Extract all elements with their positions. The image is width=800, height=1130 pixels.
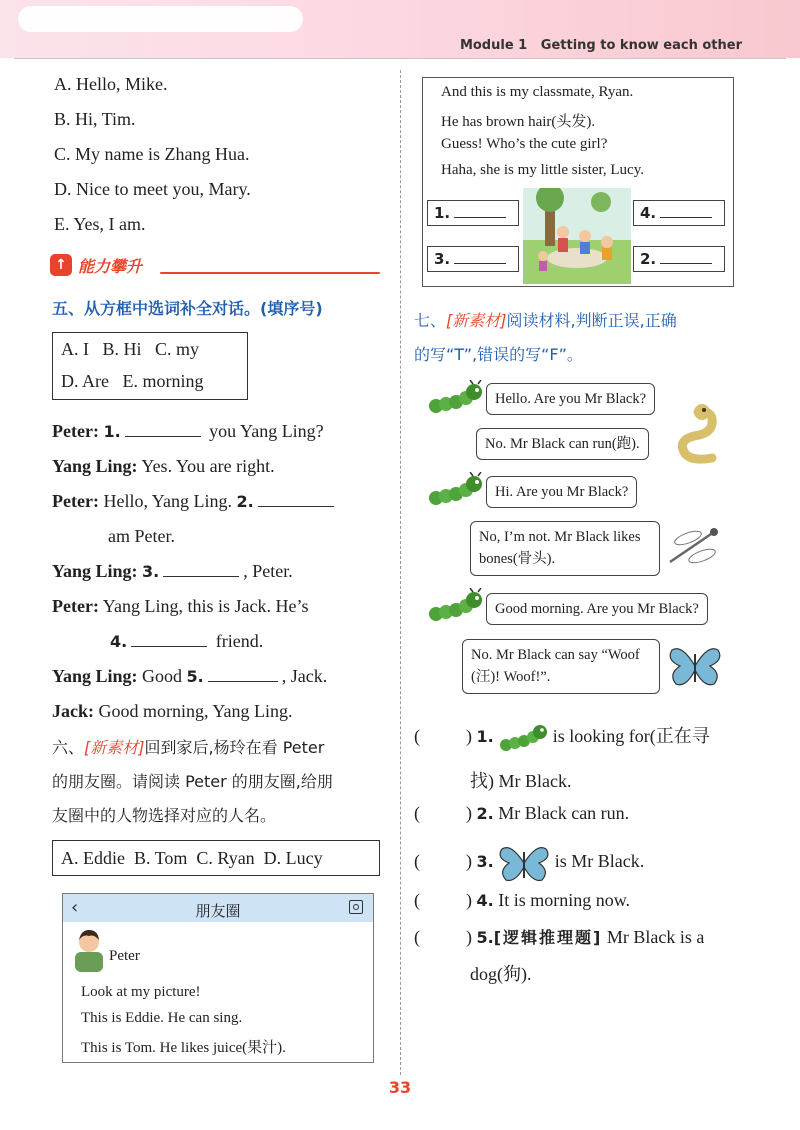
bubble-5: Good morning. Are you Mr Black?: [486, 593, 708, 625]
section5-word-box: [52, 332, 248, 400]
moments-line-1: Look at my picture!: [81, 984, 201, 1000]
ability-banner: [50, 253, 380, 279]
blank-5[interactable]: [208, 681, 278, 682]
tf-item-4: ( ) 4. It is morning now.: [414, 890, 631, 910]
dialog-line-2: Yang Ling: Yes. You are right.: [52, 456, 275, 476]
caterpillar-icon: [498, 723, 548, 753]
section7-line-1: 七、[新素材]阅读材料,判断正误,正确: [414, 311, 677, 330]
option-b: B. Hi, Tim.: [54, 109, 136, 129]
names-box: [52, 840, 380, 876]
dialog-line-6: Peter: Yang Ling, this is Jack. He’s: [52, 596, 309, 616]
moments-line-3: This is Tom. He likes juice(果汁).: [81, 1040, 286, 1056]
story-line-1: And this is my classmate, Ryan.: [441, 84, 634, 100]
label-box-3[interactable]: 3.: [427, 246, 519, 272]
moments-title: 朋友圈: [195, 902, 241, 920]
caterpillar-icon: [428, 472, 484, 508]
label-box-2[interactable]: 2.: [633, 246, 725, 272]
module-heading: Module 1 Getting to know each other: [459, 38, 742, 53]
picnic-illustration: [523, 188, 631, 284]
dialog-line-8: Yang Ling: Good 5. , Jack.: [52, 666, 328, 686]
blank-4[interactable]: [131, 646, 207, 647]
bubble-6-line-2: (汪)! Woof!”.: [471, 669, 551, 686]
snake-icon: [668, 404, 732, 468]
dialog-line-7: 4. friend.: [110, 631, 264, 651]
banner-underline: [160, 272, 380, 274]
dialog-line-9: Jack: Good morning, Yang Ling.: [52, 701, 293, 721]
bubble-6: [462, 639, 660, 694]
dialog-line-3: Peter: Hello, Yang Ling. 2.: [52, 491, 338, 512]
label-box-1[interactable]: 1.: [427, 200, 519, 226]
bubble-2: No. Mr Black can run(跑).: [476, 428, 649, 460]
dialog-line-1: Peter: 1. you Yang Ling?: [52, 421, 324, 441]
word-row-1: A. I B. Hi C. my: [61, 339, 200, 359]
story-line-4: Haha, she is my little sister, Lucy.: [441, 162, 644, 178]
tf-item-3: ( ) 3. is Mr Black.: [414, 843, 644, 883]
option-d: D. Nice to meet you, Mary.: [54, 179, 251, 199]
option-c: C. My name is Zhang Hua.: [54, 144, 250, 164]
tf-item-1-cont: 找) Mr Black.: [470, 771, 572, 791]
bubble-3: Hi. Are you Mr Black?: [486, 476, 637, 508]
tf-item-2: ( ) 2. Mr Black can run.: [414, 803, 630, 823]
tf-item-1: ( ) 1. is looking for(正在寻: [414, 722, 710, 753]
dragonfly-icon: [664, 524, 722, 568]
option-e: E. Yes, I am.: [54, 214, 146, 234]
section6-line-1: 六、[新素材]回到家后,杨玲在看 Peter: [52, 738, 325, 757]
back-icon[interactable]: ‹: [71, 897, 79, 918]
dialog-line-5: Yang Ling: 3. , Peter.: [52, 561, 293, 581]
bubble-4-line-2: bones(骨头).: [479, 551, 556, 568]
dialog-line-4: am Peter.: [108, 526, 175, 546]
page-number: 33: [388, 1078, 412, 1097]
word-row-2: D. Are E. morning: [61, 371, 204, 391]
butterfly-icon: [668, 644, 722, 688]
caterpillar-icon: [428, 380, 484, 416]
header-pill-decoration: [18, 6, 303, 32]
caterpillar-icon: [428, 588, 484, 624]
rocket-icon: ↑: [50, 254, 72, 276]
moments-card: [62, 893, 374, 1063]
section7-line-2: 的写“T”,错误的写“F”。: [414, 345, 583, 364]
section6-line-2: 的朋友圈。请阅读 Peter 的朋友圈,给朋: [52, 772, 333, 791]
blank-1[interactable]: [125, 436, 201, 437]
bubble-1: Hello. Are you Mr Black?: [486, 383, 655, 415]
option-a: A. Hello, Mike.: [54, 74, 168, 94]
bubble-4-line-1: No, I’m not. Mr Black likes: [479, 529, 641, 545]
bubble-6-line-1: No. Mr Black can say “Woof: [471, 647, 640, 663]
avatar: [69, 924, 109, 972]
story-line-2: He has brown hair(头发).: [441, 114, 596, 130]
names-list: A. Eddie B. Tom C. Ryan D. Lucy: [61, 848, 323, 868]
story-line-3: Guess! Who’s the cute girl?: [441, 136, 608, 152]
column-divider: [400, 70, 401, 1075]
section5-title: 五、从方框中选词补全对话。(填序号): [52, 299, 323, 318]
bubble-4: [470, 521, 660, 576]
blank-3[interactable]: [163, 576, 239, 577]
blank-2[interactable]: [258, 506, 334, 507]
moments-user: Peter: [109, 948, 140, 964]
camera-icon[interactable]: [349, 900, 363, 914]
label-box-4[interactable]: 4.: [633, 200, 725, 226]
section6-line-3: 友圈中的人物选择对应的人名。: [52, 806, 277, 825]
banner-title: 能力攀升: [78, 257, 143, 276]
story-card: [422, 77, 734, 287]
tf-item-5-cont: dog(狗).: [470, 964, 532, 984]
butterfly-icon: [498, 843, 550, 883]
tf-item-5: ( ) 5.[逻辑推理题] Mr Black is a: [414, 927, 705, 947]
header-rule: [14, 58, 786, 59]
moments-line-2: This is Eddie. He can sing.: [81, 1010, 243, 1026]
